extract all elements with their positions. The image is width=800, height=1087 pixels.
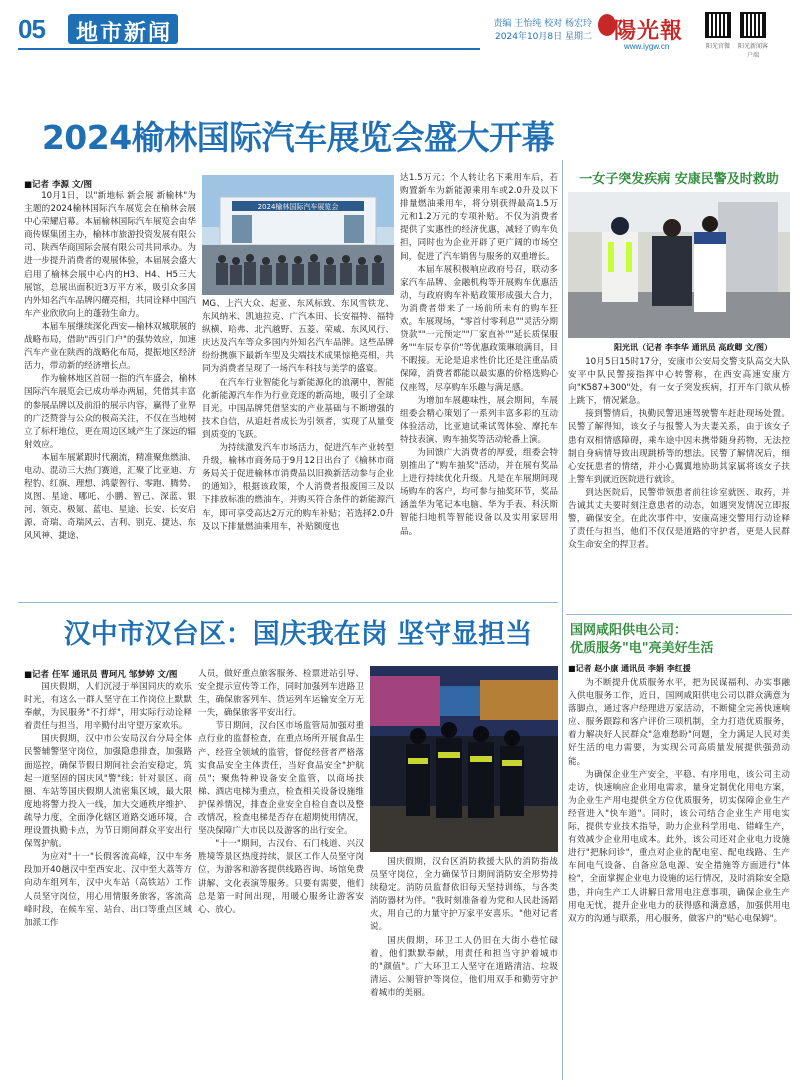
sidebar1-paragraph: 接到警情后，执勤民警迅速驾驶警车赶赴现场处置。民警了解得知，该女子与报警人为夫妻关系，由于该女子患有双相情感障碍，乘车途中因未携带随身药物，无法控制自身病情导致出现跳桥等的想法。民警了解情况后，细心安抚患者的情绪，并小心翼翼地协助其家属将该女子扶上警车到就近医院进行就诊。 <box>568 409 790 485</box>
article2-paragraph: 国庆假期，汉中市公安局汉台分局全体民警辅警坚守岗位，加强隐患排查，加强路面巡控，确保节假日期间社会治安稳定，筑起一道坚固的国庆风"警"线；针对景区、商圈、车站等国庆假期人流密集区域，最大限度地将警力投入一线，加大交通秩序维护、疏导力度，全面净化辖区道路交通环境，合理设置执勤卡点，为节日期间群众平安出行保驾护航。 <box>24 734 192 850</box>
sidebar1-paragraph: 10月5日15时17分，安康市公安局交警支队高交大队安平中队民警接指挥中心转警称，在西安高速安康方向"K587+300"处，有一女子突发疾病，打开车门欲从桥上跳下，情况紧急。 <box>568 357 790 407</box>
night-patrol-photo <box>370 666 558 852</box>
article1-paragraph: 作为榆林地区首屈一指的汽车盛会，榆林国际汽车展览会已成功举办两届，凭借其丰富的参展品牌以及前沿的展示内容，赢得了业界的广泛赞誉与公众的极高关注，不仅在当地树立了标杆地位，更在周边区域产生了深远的辐射效应。 <box>24 374 196 450</box>
photo-banner-text: 2024榆林国际汽车展览会 <box>257 203 339 211</box>
sidebar2-paragraph: 为确保企业生产安全，平稳、有序用电，该公司主动走访，快速响应企业用电需求，量身定制优化用电方案，为企业生产用电提供全方位优质服务，切实保障企业生产经营进入"快车道"。同时，该公司结合企业生产用电实际，提供专业技术指导，助力企业科学用电、错峰生产，有效减少企业用电成本。此外，该公司还对企业电力设施进行"把脉问诊"，重点对企业的配电室、配电线路、生产车间电气设备、自备应急电源、安全措施等方面进行"体检"，全面掌握企业电力设施的运行情况，及时消除安全隐患，并向生产工人讲解日常用电注意事项，确保企业生产用电无忧，提升企业电力的获得感和满意感，加强供用电双方的沟通与联系，用心服务，做客户的"贴心电保姆"。 <box>568 769 790 924</box>
article2-paragraph: 节日期间，汉台区市场监管局加强对重点行业的监督检查，在重点场所开展食品生产、经营全领域的监管，督促经营者严格落实食品安全主体责任，当好食品安全"护航员"；聚焦特种设备安全监管，以商场扶梯、酒店电梯为重点，检查相关设备设施维护保养情况，排查企业安全自检自查以及整改情况，检查电梯是否存在超期使用情况，坚决保障广大市民以及游客的出行安全。 <box>198 721 364 837</box>
sidebar-divider <box>566 614 792 615</box>
section-title: 地市新闻 <box>76 21 173 46</box>
page-number: 05 <box>18 14 45 44</box>
article1-paragraph: 达1.5万元；个人转让名下乘用车后，若购置新车为新能源乘用车或2.0升及以下排量燃油乘用车，将分别获得最高1.5万元和1.2万元的专项补贴。不仅为消费者提供了实惠性的经济优惠，减轻了购车负担，同时也为企业开辟了更广阔的市场空间，促进了汽车销售与服务的双重增长。 <box>400 173 558 262</box>
masthead-meta <box>480 18 592 44</box>
article1-column-3 <box>400 172 558 594</box>
article2-paragraph: 国庆假期，汉台区消防救援大队的消防指战员坚守岗位，全力确保节日期间消防安全形势持续稳定。消防员监督依旧每天坚持训练，与各类消防器材为伴。"我时刻准备着为党和人民赴汤蹈火，用自己的力量守护万家平安喜乐。"他对记者说。 <box>370 857 558 933</box>
article2-column-2 <box>198 668 364 1081</box>
police-rescue-photo <box>568 192 790 338</box>
qr-caption: 阳光官微 <box>705 43 730 50</box>
date-line: 2024年10月8日 星期二 <box>495 32 592 42</box>
paper-logo: 陽光報 <box>614 18 684 44</box>
article1-paragraph: MG、上汽大众、起亚、东风标致、东风雪铁龙、东风纳米、凯迪拉克、广汽本田、长安福特、福特纵横、哈弗、北汽越野、五菱、荣威、东风风行、庆达及汽车等众多国内外知名汽车品牌。这些品牌纷纷携旗下最新车型及尖端技术成果惊艳亮相，共同为消费者呈现了一场汽车科技与美学的盛宴。 <box>202 299 394 375</box>
article2-byline: ■记者 任军 通讯员 曹珂凡 邹梦婷 文/图 <box>24 670 178 680</box>
sidebar1-byline: 阳光讯（记者 李李华 通讯员 高政卿 文/图） <box>614 343 773 352</box>
sidebar2-byline: ■记者 赵小康 通讯员 李娟 李红援 <box>568 664 691 673</box>
masthead-rule <box>18 48 480 50</box>
article2-paragraph: 为应对"十一"长假客流高峰，汉中车务段加开40趟汉中至西安北、汉中至大荔等方向动车组列车，汉中火车站（高铁站）工作人员坚守岗位，用心用情服务旅客，客流高峰时段，在候车室、站台、出口等重点区域加派工作 <box>24 852 192 928</box>
sidebar2-headline-line1: 国网咸阳供电公司： <box>570 623 688 638</box>
article2-paragraph: 人员，做好重点旅客服务、检票进站引导、安全提示宣传等工作，同时加强列车进路卫生，确保旅客列车、货运列车运输安全万无一失，确保旅客平安出行。 <box>198 669 364 719</box>
sidebar2-headline-line2: 优质服务"电"亮美好生活 <box>570 641 714 656</box>
editors-line: 责编 王怡纯 校对 杨宏玲 <box>493 19 592 29</box>
main-headline: 2024榆林国际汽车展览会盛大开幕 <box>41 118 555 157</box>
section-divider <box>18 602 558 603</box>
qr-code-icon <box>705 12 731 38</box>
article1-paragraph: 为持续激发汽车市场活力，促进汽车产业转型升级，榆林市商务局于9月12日出台了《榆林市商务局关于促进榆林市消费品以旧换新活动参与企业的通知》，根据该政策，个人消费者报废国三及以下排放标准的燃油车，并购买符合条件的新能源汽车，即可享受高达2万元的购车补贴；若选择2.0升及以下排量燃油乘用车，补贴额度也 <box>202 443 394 532</box>
article1-paragraph: 在汽车行业智能化与新能源化的浪潮中，智能化新能源汽车作为行业竞逐的新高地，吸引了全球目光。中国品牌凭借坚实的产业基础与不断增强的技术自信，从追赶者成长为引领者，实现了从量变到质变的飞跃。 <box>202 377 394 440</box>
article1-paragraph: 为增加车展趣味性，展会期间，车展组委会精心策划了一系列丰富多彩的互动体验活动，比亚迪试乘试驾体验、摩托车特技表演、购车抽奖等活动轮番上演。 <box>400 395 558 445</box>
article2-paragraph: 国庆假期，人们沉浸于举国同庆的欢乐时光，有这么一群人坚守在工作岗位上默默奉献，为民服务"不打烊"，用实际行动诠释着责任与担当，用辛勤付出守望万家欢乐。 <box>24 682 192 732</box>
sidebar2-paragraph: 为不断提升优质服务水平，把为民谋福利、办实事融入供电服务工作，近日，国网咸阳供电公司以群众满意为落脚点，通过客户经理进万家活动，不断健全完善快速响应、服务跟踪和客户评价三项机制，全力打造优质服务，着力解决好人民群众"急难愁盼"问题，全力满足人民对美好生活的电力需要，为实现公司高质量发展提供强劲动能。 <box>568 678 790 767</box>
sidebar2-body <box>568 677 790 1082</box>
article1-column-1 <box>24 190 196 594</box>
sidebar1-headline: 一女子突发疾病 安康民警及时救助 <box>579 172 779 187</box>
sidebar1-body <box>568 356 790 610</box>
article2-paragraph: 国庆假期，环卫工人仍旧在大街小巷忙碌着，他们默默奉献，用责任和担当守护着城市的"颜值"。广大环卫工人坚守在道路清洁、垃圾清运、公厕管护等岗位，他们用双手和勤劳守护着城市的美丽。 <box>370 935 558 998</box>
article2-paragraph: "十一"期间，古汉台、石门栈道、兴汉胜境等景区热度持续，景区工作人员坚守岗位，为游客和游客提供线路咨询、场馆免费讲解、文化表演等服务。只要有需要，他们总是第一时间出现，用暖心服务让游客安心、放心。 <box>198 839 364 915</box>
article2-column-1 <box>24 681 192 1081</box>
article1-column-2 <box>202 298 394 594</box>
article2-headline: 汉中市汉台区：国庆我在岗 坚守显担当 <box>63 619 533 650</box>
article1-byline: ■记者 李源 文/图 <box>24 180 93 190</box>
article2-column-3 <box>370 856 558 1081</box>
auto-show-photo <box>202 175 394 295</box>
sidebar1-paragraph: 到达医院后，民警带领患者前往诊室就医、取药，并告诫其丈夫要时刻注意患者的动态，如遇突发情况立即报警，确保安全。在此次事件中，安康高速交警用行动诠释了责任与担当，他们不仅仅是道路的守护者，更是人民群众生命安全的捍卫者。 <box>568 487 790 551</box>
article1-paragraph: 本届车展紧跟时代潮流，精准聚焦燃油、电动、混动三大热门赛道，汇聚了比亚迪、方程豹、红旗、理想、鸿蒙智行、零跑、腾势、岚图、星途、哪吒、小鹏、智己、深蓝、银河、领克、极氪、蓝电、星途、长安、长安启源、奇瑞、奇瑞风云、吉利、别克、捷达、东风风神、捷途、 <box>24 452 196 542</box>
sidebar2-headline <box>566 622 792 658</box>
article1-paragraph: 为回馈广大消费者的厚爱，组委会特别推出了"购车抽奖"活动，并在展有奖品上进行持续优化升级。凡是在车展期间现场购车的客户，均可参与抽奖环节，奖品涵盖华为笔记本电脑、华为手表、科沃斯智能扫地机等智能设备以及实用家居用品。 <box>400 447 558 537</box>
qr-caption: 阳光新闻客户端 <box>737 43 768 59</box>
paper-url: www.iygw.cn <box>624 42 670 51</box>
article1-paragraph: 10月1日，以"新地标 新会展 新榆林"为主题的2024榆林国际汽车展览会在榆林会展中心荣耀启幕。本届榆林国际汽车展览会由华商传媒集团主办，榆林市旅游投资发展有限公司、陕西华商国际会展有限公司共同承办。为进一步提升消费者的观展体验，本届展会盛大启用了榆林会展中心内的H3、H4、H5三大展馆，总展出面积近3万平方米，吸引众多国内外知名汽车品牌闪耀亮相，共同诠释中国汽车产业欣欣向上的蓬勃生命力。 <box>24 191 196 319</box>
article1-paragraph: 本届车展积极响应政府号召，联动多家汽车品牌、金融机构等开展购车优惠活动，与政府购车补贴政策形成强大合力，为消费者带来了一场前所未有的购车狂欢。车展现场，"零首付零利息""灵活分期贷款""一元预定""厂家直补""延长质保服务""车辰专享价"等优惠政策琳琅满目，目不暇接。无论是追求性价比还是注重品质保障，消费者都能以最实惠的价格选购心仪座驾，尽享购车乐趣与满足感。 <box>400 264 558 393</box>
article1-paragraph: 本届车展继续深化西安—榆林双城联展的战略布局，借助"西引门户"的强势效应，加速汽车产业在陕西的战略化布局，提振地区经济活力，带动新的经济增长点。 <box>24 321 196 372</box>
qr-code-icon <box>740 12 766 38</box>
